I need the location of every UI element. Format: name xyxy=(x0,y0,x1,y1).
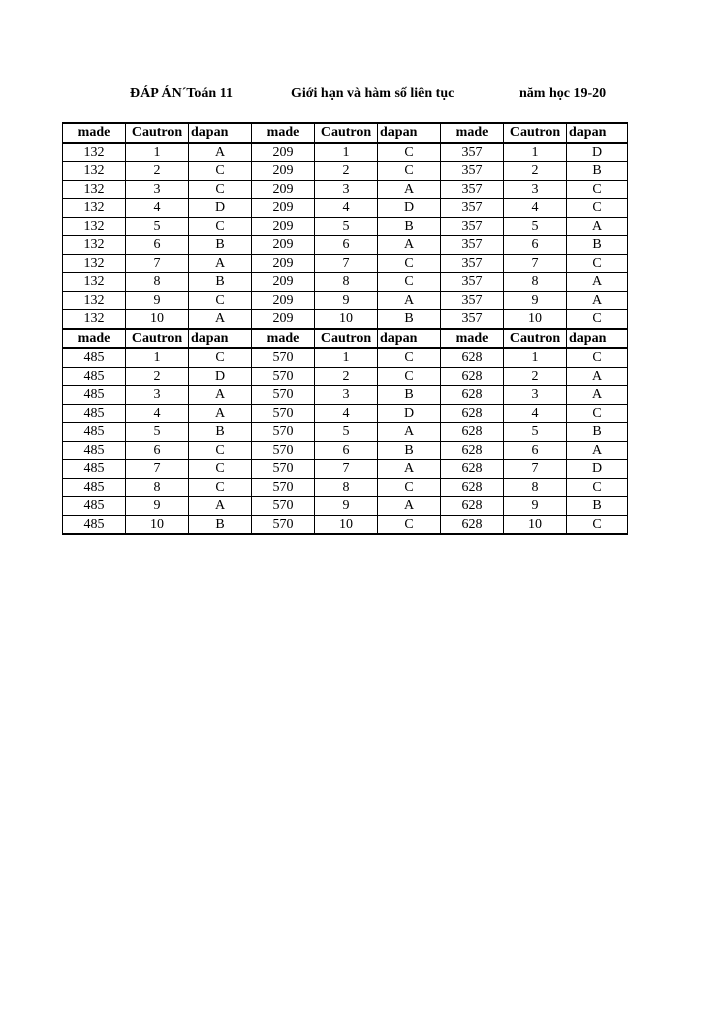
answer-cell: C xyxy=(567,348,628,367)
answer-cell: A xyxy=(189,404,252,423)
exam-code-cell: 357 xyxy=(441,143,504,162)
exam-code-cell: 570 xyxy=(252,367,315,386)
exam-code-cell: 132 xyxy=(63,273,126,292)
question-number-cell: 6 xyxy=(504,236,567,255)
table-header-row xyxy=(63,123,628,143)
table-row xyxy=(63,273,628,292)
exam-code-cell: 209 xyxy=(252,273,315,292)
exam-code-cell: 485 xyxy=(63,441,126,460)
question-number-cell: 6 xyxy=(126,441,189,460)
question-number-cell: 1 xyxy=(315,143,378,162)
question-number-cell: 9 xyxy=(126,497,189,516)
exam-code-cell: 628 xyxy=(441,497,504,516)
answer-cell: C xyxy=(567,404,628,423)
exam-code-cell: 570 xyxy=(252,497,315,516)
question-number-cell: 6 xyxy=(504,441,567,460)
answer-cell: C xyxy=(378,348,441,367)
exam-code-cell: 570 xyxy=(252,460,315,479)
exam-code-cell: 628 xyxy=(441,515,504,534)
question-number-cell: 3 xyxy=(126,386,189,405)
table-row xyxy=(63,478,628,497)
exam-code-cell: 357 xyxy=(441,310,504,329)
table-row xyxy=(63,404,628,423)
answer-cell: C xyxy=(378,273,441,292)
table-row xyxy=(63,460,628,479)
answer-cell: B xyxy=(567,162,628,181)
exam-code-cell: 132 xyxy=(63,162,126,181)
exam-code-cell: 209 xyxy=(252,199,315,218)
answer-cell: C xyxy=(567,199,628,218)
question-number-cell: 3 xyxy=(315,180,378,199)
question-number-cell: 9 xyxy=(315,497,378,516)
answer-cell: B xyxy=(189,423,252,442)
exam-code-cell: 209 xyxy=(252,291,315,310)
answer-cell: C xyxy=(378,478,441,497)
answer-cell: C xyxy=(378,515,441,534)
table-row xyxy=(63,217,628,236)
answer-cell: B xyxy=(567,497,628,516)
answer-cell: B xyxy=(378,217,441,236)
answer-cell: A xyxy=(567,386,628,405)
question-number-cell: 10 xyxy=(504,515,567,534)
exam-code-cell: 209 xyxy=(252,254,315,273)
question-number-cell: 2 xyxy=(315,162,378,181)
question-number-cell: 6 xyxy=(126,236,189,255)
exam-code-cell: 132 xyxy=(63,291,126,310)
exam-code-cell: 628 xyxy=(441,386,504,405)
table-row xyxy=(63,423,628,442)
question-number-cell: 4 xyxy=(315,199,378,218)
question-number-cell: 2 xyxy=(504,367,567,386)
answer-cell: B xyxy=(567,236,628,255)
question-number-cell: 4 xyxy=(504,199,567,218)
document-title: ĐÁP ÁN´Toán 11 xyxy=(130,86,233,101)
column-header-made: made xyxy=(441,123,504,143)
answer-cell: A xyxy=(378,460,441,479)
answer-cell: A xyxy=(378,180,441,199)
exam-code-cell: 570 xyxy=(252,441,315,460)
exam-code-cell: 570 xyxy=(252,478,315,497)
column-header-dapan: dapan xyxy=(378,329,441,349)
question-number-cell: 1 xyxy=(126,143,189,162)
exam-code-cell: 357 xyxy=(441,199,504,218)
exam-code-cell: 485 xyxy=(63,367,126,386)
column-header-dapan: dapan xyxy=(567,329,628,349)
answer-cell: A xyxy=(378,291,441,310)
column-header-cautron: Cautron xyxy=(315,123,378,143)
question-number-cell: 7 xyxy=(126,460,189,479)
answer-cell: C xyxy=(189,217,252,236)
answer-cell: D xyxy=(378,404,441,423)
topic-title: Giới hạn và hàm số liên tục xyxy=(291,86,455,101)
question-number-cell: 4 xyxy=(504,404,567,423)
question-number-cell: 2 xyxy=(126,162,189,181)
column-header-cautron: Cautron xyxy=(504,329,567,349)
answer-cell: A xyxy=(567,217,628,236)
table-row xyxy=(63,143,628,162)
question-number-cell: 1 xyxy=(315,348,378,367)
answer-cell: D xyxy=(567,143,628,162)
answer-cell: C xyxy=(189,180,252,199)
question-number-cell: 4 xyxy=(126,199,189,218)
table-row xyxy=(63,236,628,255)
exam-code-cell: 570 xyxy=(252,404,315,423)
question-number-cell: 2 xyxy=(126,367,189,386)
question-number-cell: 2 xyxy=(315,367,378,386)
exam-code-cell: 209 xyxy=(252,180,315,199)
question-number-cell: 3 xyxy=(504,180,567,199)
exam-code-cell: 357 xyxy=(441,217,504,236)
table-row xyxy=(63,162,628,181)
table-row xyxy=(63,386,628,405)
exam-code-cell: 132 xyxy=(63,217,126,236)
question-number-cell: 8 xyxy=(504,478,567,497)
question-number-cell: 5 xyxy=(315,423,378,442)
answer-cell: A xyxy=(378,236,441,255)
exam-code-cell: 209 xyxy=(252,217,315,236)
answer-cell: C xyxy=(189,348,252,367)
question-number-cell: 7 xyxy=(315,254,378,273)
question-number-cell: 3 xyxy=(126,180,189,199)
column-header-made: made xyxy=(252,123,315,143)
answer-cell: C xyxy=(567,180,628,199)
exam-code-cell: 628 xyxy=(441,478,504,497)
exam-code-cell: 357 xyxy=(441,180,504,199)
exam-code-cell: 132 xyxy=(63,143,126,162)
answer-cell: B xyxy=(378,386,441,405)
exam-code-cell: 485 xyxy=(63,478,126,497)
column-header-dapan: dapan xyxy=(378,123,441,143)
school-year: năm học 19-20 xyxy=(519,86,607,101)
exam-code-cell: 357 xyxy=(441,273,504,292)
answer-cell: C xyxy=(567,515,628,534)
column-header-dapan: dapan xyxy=(189,123,252,143)
exam-code-cell: 485 xyxy=(63,423,126,442)
column-header-made: made xyxy=(441,329,504,349)
table-row xyxy=(63,310,628,329)
column-header-dapan: dapan xyxy=(189,329,252,349)
table-row xyxy=(63,254,628,273)
question-number-cell: 10 xyxy=(126,515,189,534)
question-number-cell: 9 xyxy=(504,497,567,516)
answer-cell: C xyxy=(189,441,252,460)
exam-code-cell: 357 xyxy=(441,254,504,273)
column-header-dapan: dapan xyxy=(567,123,628,143)
answer-cell: C xyxy=(378,367,441,386)
answer-cell: C xyxy=(567,310,628,329)
column-header-cautron: Cautron xyxy=(126,123,189,143)
exam-code-cell: 628 xyxy=(441,441,504,460)
question-number-cell: 8 xyxy=(126,273,189,292)
answer-cell: C xyxy=(567,478,628,497)
exam-code-cell: 209 xyxy=(252,310,315,329)
exam-code-cell: 485 xyxy=(63,497,126,516)
question-number-cell: 10 xyxy=(315,515,378,534)
question-number-cell: 4 xyxy=(315,404,378,423)
exam-code-cell: 485 xyxy=(63,404,126,423)
question-number-cell: 8 xyxy=(504,273,567,292)
question-number-cell: 5 xyxy=(504,217,567,236)
exam-code-cell: 628 xyxy=(441,460,504,479)
question-number-cell: 8 xyxy=(315,273,378,292)
answer-cell: C xyxy=(567,254,628,273)
exam-code-cell: 628 xyxy=(441,367,504,386)
question-number-cell: 1 xyxy=(126,348,189,367)
answer-cell: A xyxy=(567,367,628,386)
exam-code-cell: 357 xyxy=(441,291,504,310)
answer-cell: D xyxy=(189,199,252,218)
question-number-cell: 7 xyxy=(126,254,189,273)
exam-code-cell: 570 xyxy=(252,386,315,405)
question-number-cell: 8 xyxy=(315,478,378,497)
answer-cell: B xyxy=(189,236,252,255)
answer-cell: A xyxy=(567,273,628,292)
table-row xyxy=(63,367,628,386)
answer-cell: B xyxy=(189,515,252,534)
table-row xyxy=(63,348,628,367)
question-number-cell: 8 xyxy=(126,478,189,497)
question-number-cell: 7 xyxy=(315,460,378,479)
question-number-cell: 7 xyxy=(504,254,567,273)
exam-code-cell: 132 xyxy=(63,199,126,218)
answer-cell: A xyxy=(189,386,252,405)
exam-code-cell: 132 xyxy=(63,236,126,255)
answer-cell: D xyxy=(567,460,628,479)
table-row xyxy=(63,441,628,460)
exam-code-cell: 132 xyxy=(63,180,126,199)
answer-cell: B xyxy=(567,423,628,442)
question-number-cell: 7 xyxy=(504,460,567,479)
answer-cell: B xyxy=(378,441,441,460)
table-row xyxy=(63,497,628,516)
exam-code-cell: 357 xyxy=(441,236,504,255)
exam-code-cell: 570 xyxy=(252,423,315,442)
table-row xyxy=(63,515,628,534)
answer-cell: C xyxy=(378,162,441,181)
exam-code-cell: 485 xyxy=(63,460,126,479)
answer-cell: C xyxy=(189,162,252,181)
question-number-cell: 3 xyxy=(315,386,378,405)
exam-code-cell: 485 xyxy=(63,515,126,534)
page-header xyxy=(0,86,725,106)
table-row xyxy=(63,291,628,310)
exam-code-cell: 485 xyxy=(63,348,126,367)
question-number-cell: 9 xyxy=(315,291,378,310)
answer-cell: C xyxy=(378,254,441,273)
question-number-cell: 5 xyxy=(126,217,189,236)
question-number-cell: 1 xyxy=(504,143,567,162)
answer-cell: D xyxy=(189,367,252,386)
table-header-row xyxy=(63,329,628,349)
exam-code-cell: 209 xyxy=(252,236,315,255)
answer-cell: A xyxy=(189,497,252,516)
exam-code-cell: 570 xyxy=(252,348,315,367)
answer-cell: D xyxy=(378,199,441,218)
column-header-cautron: Cautron xyxy=(315,329,378,349)
answer-cell: B xyxy=(378,310,441,329)
question-number-cell: 1 xyxy=(504,348,567,367)
question-number-cell: 3 xyxy=(504,386,567,405)
exam-code-cell: 357 xyxy=(441,162,504,181)
exam-code-cell: 132 xyxy=(63,254,126,273)
question-number-cell: 10 xyxy=(126,310,189,329)
table-row xyxy=(63,180,628,199)
exam-code-cell: 132 xyxy=(63,310,126,329)
column-header-cautron: Cautron xyxy=(126,329,189,349)
answer-cell: B xyxy=(189,273,252,292)
exam-code-cell: 209 xyxy=(252,162,315,181)
answer-cell: A xyxy=(567,441,628,460)
question-number-cell: 4 xyxy=(126,404,189,423)
exam-code-cell: 570 xyxy=(252,515,315,534)
exam-code-cell: 628 xyxy=(441,423,504,442)
question-number-cell: 5 xyxy=(315,217,378,236)
question-number-cell: 6 xyxy=(315,441,378,460)
question-number-cell: 5 xyxy=(504,423,567,442)
exam-code-cell: 628 xyxy=(441,348,504,367)
column-header-made: made xyxy=(252,329,315,349)
question-number-cell: 10 xyxy=(315,310,378,329)
answer-cell: C xyxy=(189,291,252,310)
answer-cell: A xyxy=(189,310,252,329)
answer-key-table xyxy=(62,122,628,535)
column-header-cautron: Cautron xyxy=(504,123,567,143)
exam-code-cell: 209 xyxy=(252,143,315,162)
answer-cell: C xyxy=(189,478,252,497)
question-number-cell: 6 xyxy=(315,236,378,255)
answer-cell: A xyxy=(189,143,252,162)
exam-code-cell: 628 xyxy=(441,404,504,423)
question-number-cell: 10 xyxy=(504,310,567,329)
question-number-cell: 5 xyxy=(126,423,189,442)
exam-code-cell: 485 xyxy=(63,386,126,405)
table-row xyxy=(63,199,628,218)
question-number-cell: 9 xyxy=(126,291,189,310)
answer-cell: A xyxy=(567,291,628,310)
answer-cell: C xyxy=(189,460,252,479)
question-number-cell: 9 xyxy=(504,291,567,310)
column-header-made: made xyxy=(63,123,126,143)
answer-cell: C xyxy=(378,143,441,162)
answer-cell: A xyxy=(378,423,441,442)
question-number-cell: 2 xyxy=(504,162,567,181)
answer-cell: A xyxy=(189,254,252,273)
answer-cell: A xyxy=(378,497,441,516)
column-header-made: made xyxy=(63,329,126,349)
